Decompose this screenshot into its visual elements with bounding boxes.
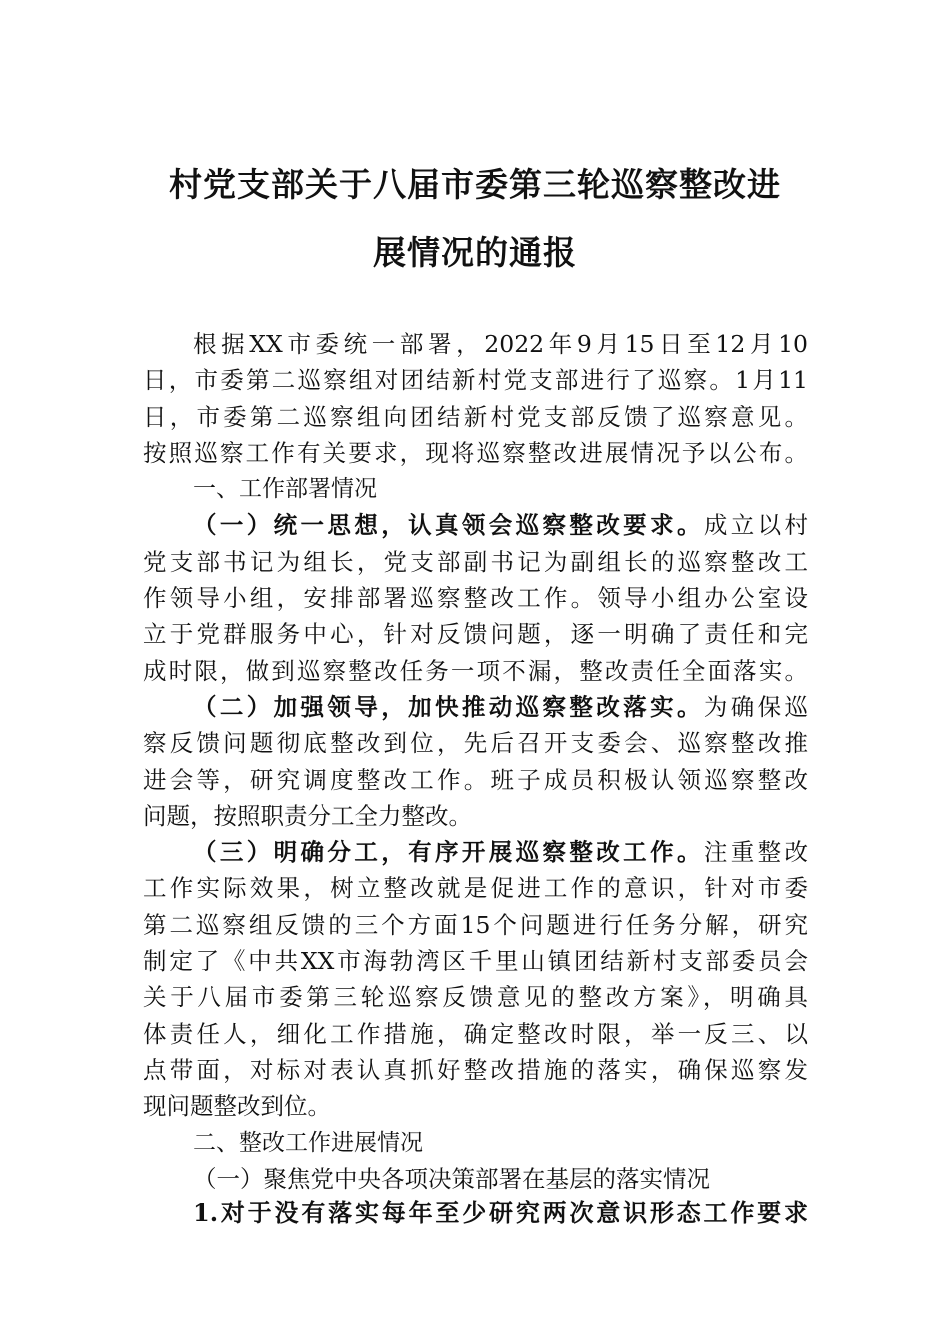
document-title-line-1: 村党支部关于八届市委第三轮巡察整改进 <box>169 165 781 204</box>
para-3-line: 点带面，对标对表认真抓好整改措施的落实，确保巡察发 <box>143 1055 808 1084</box>
intro-line: 按照巡察工作有关要求，现将巡察整改进展情况予以公布。 <box>143 438 808 467</box>
para-3-line1-rest: 注重整改 <box>703 838 809 867</box>
para-3-line: 现问题整改到位。 <box>143 1092 331 1121</box>
para-3-line: 第二巡察组反馈的三个方面15个问题进行任务分解，研究 <box>143 910 808 939</box>
para-1-lead: （一）统一思想，认真领会巡察整改要求。 <box>193 511 704 540</box>
para-2-line: 问题，按照职责分工全力整改。 <box>143 801 472 830</box>
section-2-heading: 二、整改工作进展情况 <box>193 1129 423 1156</box>
intro-line: 根据XX市委统一部署，2022年9月15日至12月10 <box>193 330 808 358</box>
para-1-first-line <box>143 507 808 543</box>
para-2-first-line <box>143 689 808 725</box>
para-3-line: 工作实际效果，树立整改就是促进工作的意识，针对市委 <box>143 874 808 903</box>
para-2-line: 进会等，研究调度整改工作。班子成员积极认领巡察整改 <box>143 765 808 794</box>
para-1-line: 立于党群服务中心，针对反馈问题，逐一明确了责任和完 <box>143 620 808 649</box>
para-2-line: 察反馈问题彻底整改到位，先后召开支委会、巡察整改推 <box>143 729 808 758</box>
para-3-first-line <box>143 834 808 870</box>
section-1-heading: 一、工作部署情况 <box>193 476 377 503</box>
intro-line: 日，市委第二巡察组向团结新村党支部反馈了巡察意见。 <box>143 402 808 431</box>
subsection-1-heading: （一）聚焦党中央各项决策部署在基层的落实情况 <box>193 1164 710 1193</box>
document-title-line-2: 展情况的通报 <box>373 233 577 272</box>
para-2-line1-rest: 为确保巡 <box>703 692 809 721</box>
para-1-line: 作领导小组，安排部署巡察整改工作。领导小组办公室设 <box>143 584 808 613</box>
para-1-line1-rest: 成立以村 <box>703 511 809 540</box>
document-body <box>143 326 808 1197</box>
para-3-line: 体责任人，细化工作措施，确定整改时限，举一反三、以 <box>143 1019 808 1048</box>
para-3-lead: （三）明确分工，有序开展巡察整改工作。 <box>193 838 704 867</box>
para-3-line: 制定了《中共XX市海勃湾区千里山镇团结新村支部委员会 <box>143 947 808 976</box>
para-1-line: 党支部书记为组长，党支部副书记为副组长的巡察整改工 <box>143 547 808 576</box>
para-1-line: 成时限，做到巡察整改任务一项不漏，整改责任全面落实。 <box>143 656 808 685</box>
para-2-lead: （二）加强领导，加快推动巡察整改落实。 <box>193 692 704 721</box>
item-1-heading: 1.对于没有落实每年至少研究两次意识形态工作要求 <box>193 1198 808 1227</box>
para-3-line: 关于八届市委第三轮巡察反馈意见的整改方案》，明确具 <box>143 983 808 1012</box>
intro-line: 日，市委第二巡察组对团结新村党支部进行了巡察。1月11 <box>143 366 808 395</box>
